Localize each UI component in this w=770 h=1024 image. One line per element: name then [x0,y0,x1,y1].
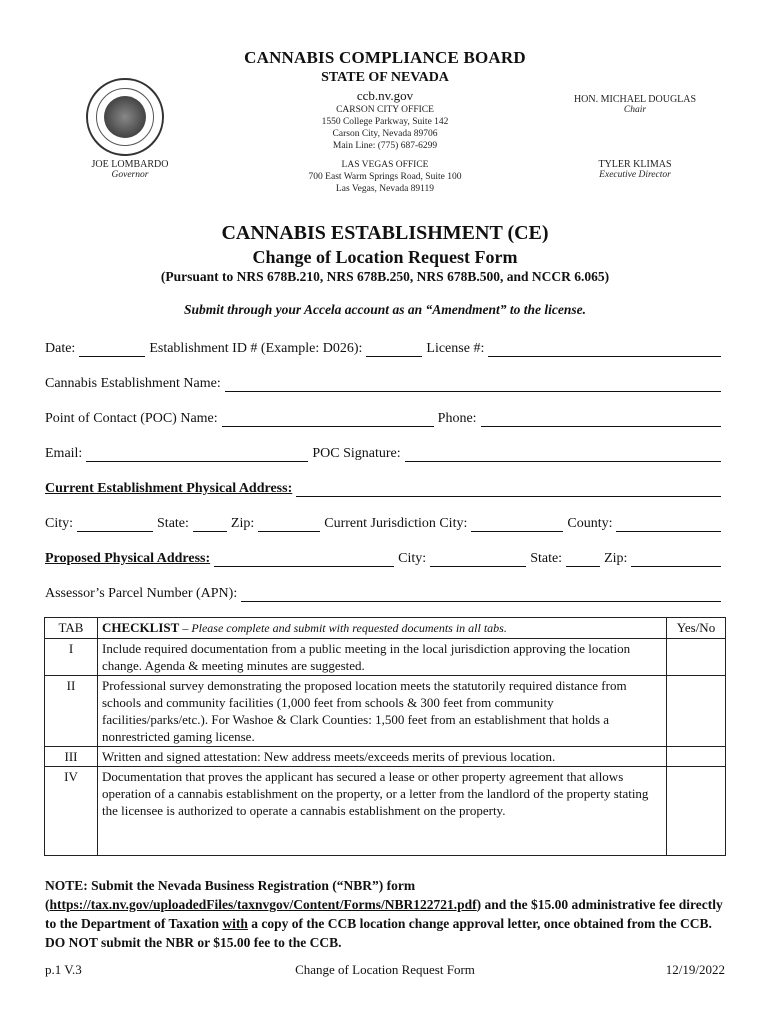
director-block [560,159,710,180]
checklist-item-text: Professional survey demonstrating the proposed location meets the statutorily required distance from schools and community facilities (1,000 feet from schools & 300 feet from community facilities/parks/etc.). For Washoe & Clark Counties: 1,500 feet from an establishment that holds a nonrestricted gaming license. [98,676,667,747]
license-label: License #: [426,341,485,356]
carson-office-line3: Main Line: (775) 687-6299 [332,141,438,151]
proposed-zip-label: Zip: [604,551,628,566]
state-name: STATE OF NEVADA [321,70,449,85]
city-field[interactable] [77,517,153,532]
governor-role: Governor [111,170,149,180]
poc-name-label: Point of Contact (POC) Name: [45,411,218,426]
state-label: State: [157,516,189,531]
zip-field[interactable] [258,517,320,532]
checklist-item-text: Include required documentation from a public meeting in the local jurisdiction approving the location change. Agenda & meeting minutes are suggested. [98,639,667,676]
establishment-id-field[interactable] [366,342,422,357]
checklist-table [44,617,726,856]
city-label: City: [45,516,74,531]
form-subtitle: Change of Location Request Form [252,247,518,267]
board-name: CANNABIS COMPLIANCE BOARD [244,48,526,67]
current-address-label: Current Establishment Physical Address: [45,481,293,496]
vegas-office-title: LAS VEGAS OFFICE [341,160,429,170]
checklist-item-text: Written and signed attestation: New address meets/exceeds merits of previous location. [98,747,667,767]
proposed-city-field[interactable] [430,552,526,567]
row-ce-name [45,372,725,392]
yesno-cell[interactable] [667,747,726,767]
proposed-city-label: City: [398,551,427,566]
chair-role: Chair [623,105,647,115]
row-apn [45,582,725,602]
license-field[interactable] [488,342,721,357]
email-label: Email: [45,446,83,461]
note-part3: a copy of the CCB location change approval letter, once obtained from the CCB. DO NOT submit the NBR or $15.00 fee to the CCB. [45,916,712,950]
phone-field[interactable] [481,412,721,427]
row-email-signature [45,442,725,462]
table-row [45,676,726,747]
tab-header: TAB [45,618,98,639]
current-jurisdiction-label: Current Jurisdiction City: [324,516,468,531]
row-date-id-license [45,337,725,357]
director-role: Executive Director [599,170,671,180]
note-with: with [222,916,248,931]
nbr-note [45,876,725,952]
apn-label: Assessor’s Parcel Number (APN): [45,586,238,601]
footer-page: p.1 V.3 [45,962,82,977]
yesno-cell[interactable] [667,676,726,747]
row-poc-phone [45,407,725,427]
proposed-address-field[interactable] [214,552,394,567]
poc-signature-label: POC Signature: [312,446,401,461]
yesno-cell[interactable] [667,767,726,856]
governor-block [70,159,190,180]
chair-block [560,94,710,115]
date-field[interactable] [79,342,145,357]
apn-field[interactable] [241,587,721,602]
zip-label: Zip: [230,516,255,531]
vegas-office-line1: 700 East Warm Springs Road, Suite 100 [308,172,462,182]
county-label: County: [567,516,613,531]
county-field[interactable] [616,517,721,532]
carson-office-line1: 1550 College Parkway, Suite 142 [321,117,449,127]
ce-name-label: Cannabis Establishment Name: [45,376,221,391]
state-field[interactable] [193,517,227,532]
checklist-item-text: Documentation that proves the applicant has secured a lease or other property agreement that allows operation of a cannabis establishment on the property, or a letter from the landlord of the property stating the licensee is authorized to operate a cannabis establishment on the property. [98,767,667,856]
footer-date: 12/19/2022 [665,962,725,977]
proposed-address-label: Proposed Physical Address: [45,551,211,566]
footer-form-name: Change of Location Request Form [295,962,475,977]
row-current-city [45,512,725,532]
proposed-zip-field[interactable] [631,552,721,567]
yesno-header: Yes/No [667,618,726,639]
ce-name-field[interactable] [225,377,721,392]
tab-number: II [45,676,98,747]
yesno-cell[interactable] [667,639,726,676]
tab-number: IV [45,767,98,856]
carson-office-title: CARSON CITY OFFICE [336,105,434,115]
current-address-field[interactable] [296,482,721,497]
row-proposed-address [45,547,725,567]
vegas-office [270,159,500,195]
carson-office-line2: Carson City, Nevada 89706 [332,129,438,139]
note-part2: ) and the $15.00 administrative fee directly to the Department of Taxation [45,897,723,931]
checklist-header-bold: CHECKLIST [102,620,180,635]
table-row [45,767,726,856]
vegas-office-line2: Las Vegas, Nevada 89119 [335,184,435,194]
tab-number: III [45,747,98,767]
director-name: TYLER KLIMAS [598,159,672,170]
tab-number: I [45,639,98,676]
proposed-state-label: State: [530,551,563,566]
email-field[interactable] [86,447,308,462]
current-jurisdiction-field[interactable] [471,517,563,532]
note-part1: NOTE: Submit the Nevada Business Registration (“NBR”) form [45,878,416,893]
checklist-header-row [45,618,726,639]
statute-reference: (Pursuant to NRS 678B.210, NRS 678B.250, NRS 678B.500, and NCCR 6.065) [160,269,610,284]
governor-name: JOE LOMBARDO [91,159,169,170]
checklist-header [98,618,667,639]
submission-instruction: Submit through your Accela account as an “Amendment” to the license. [184,302,586,317]
date-label: Date: [45,341,76,356]
chair-name: HON. MICHAEL DOUGLAS [573,94,697,105]
table-row [45,639,726,676]
poc-signature-field[interactable] [405,447,721,462]
table-row [45,747,726,767]
carson-office [270,104,500,152]
proposed-state-field[interactable] [566,552,600,567]
form-title: CANNABIS ESTABLISHMENT (CE) [221,222,549,244]
establishment-id-label: Establishment ID # (Example: D026): [149,341,363,356]
row-current-address [45,477,725,497]
poc-name-field[interactable] [222,412,434,427]
checklist-header-italic: – Please complete and submit with requested documents in all tabs. [179,621,507,635]
nbr-form-link[interactable]: https://tax.nv.gov/uploadedFiles/taxnvgov/Content/Forms/NBR122721.pdf [49,897,477,912]
website-link[interactable]: ccb.nv.gov [356,88,414,103]
note-open-paren: ( [45,897,50,912]
nevada-seal-icon [86,78,164,156]
phone-label: Phone: [437,411,477,426]
